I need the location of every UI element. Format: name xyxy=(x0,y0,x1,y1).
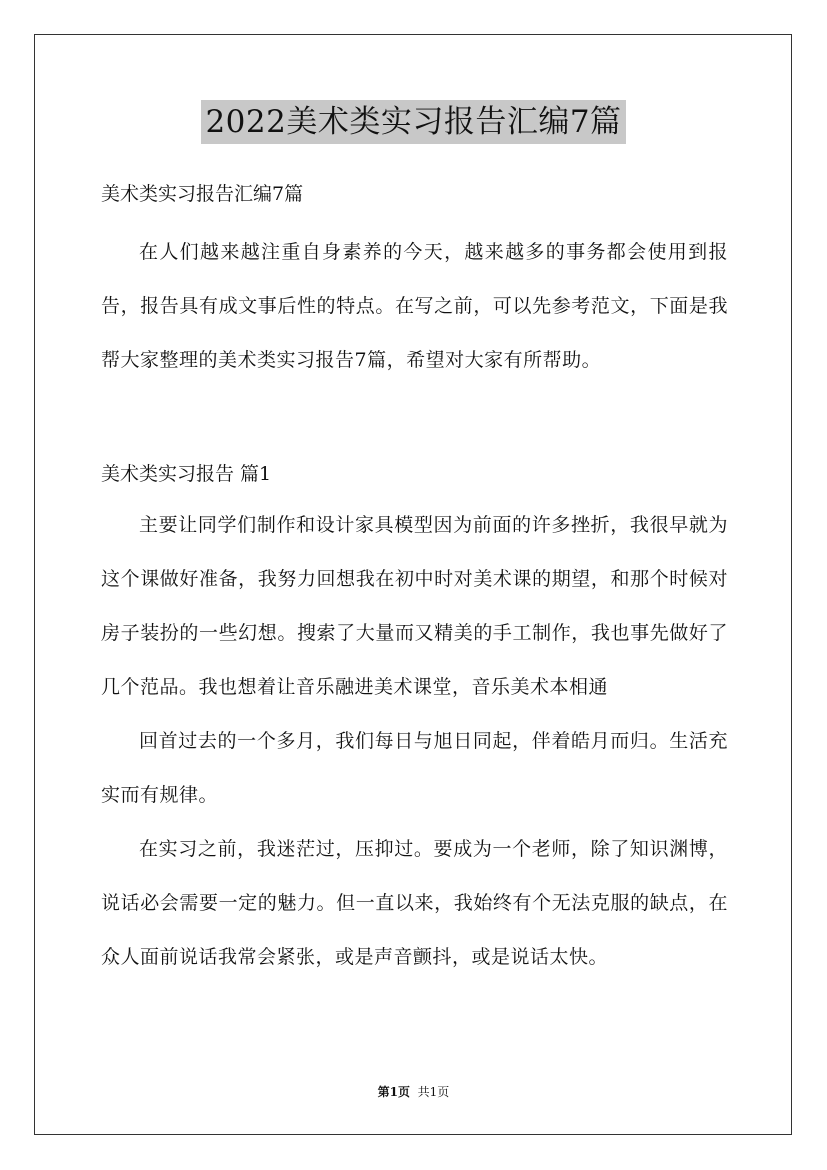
page-number: 第1页 xyxy=(377,1085,411,1099)
page-footer xyxy=(0,1082,827,1102)
body-paragraph: 主要让同学们制作和设计家具模型因为前面的许多挫折，我很早就为这个课做好准备，我努力回想我在初中时对美术课的期望，和那个时候对房子装扮的一些幻想。搜索了大量而又精美的手工制作，我也事先做好了几个范品。我也想着让音乐融进美术课堂，音乐美术本相通 xyxy=(101,514,728,698)
body-paragraph: 回首过去的一个多月，我们每日与旭日同起，伴着皓月而归。生活充实而有规律。 xyxy=(101,730,728,806)
document-subtitle: 美术类实习报告汇编7篇 xyxy=(101,183,304,205)
intro-paragraph: 在人们越来越注重自身素养的今天，越来越多的事务都会使用到报告，报告具有成文事后性的特点。在写之前，可以先参考范文，下面是我帮大家整理的美术类实习报告7篇，希望对大家有所帮助。 xyxy=(101,241,728,371)
document-title-text: 2022美术类实习报告汇编7篇 xyxy=(201,100,625,144)
document-title xyxy=(0,100,827,144)
section-heading: 美术类实习报告 篇1 xyxy=(101,463,272,485)
document-body xyxy=(101,173,728,984)
body-paragraph: 在实习之前，我迷茫过，压抑过。要成为一个老师，除了知识渊博，说话必会需要一定的魅力。但一直以来，我始终有个无法克服的缺点，在众人面前说话我常会紧张，或是声音颤抖，或是说话太快。 xyxy=(101,838,728,968)
page-total: 共1页 xyxy=(417,1085,450,1099)
